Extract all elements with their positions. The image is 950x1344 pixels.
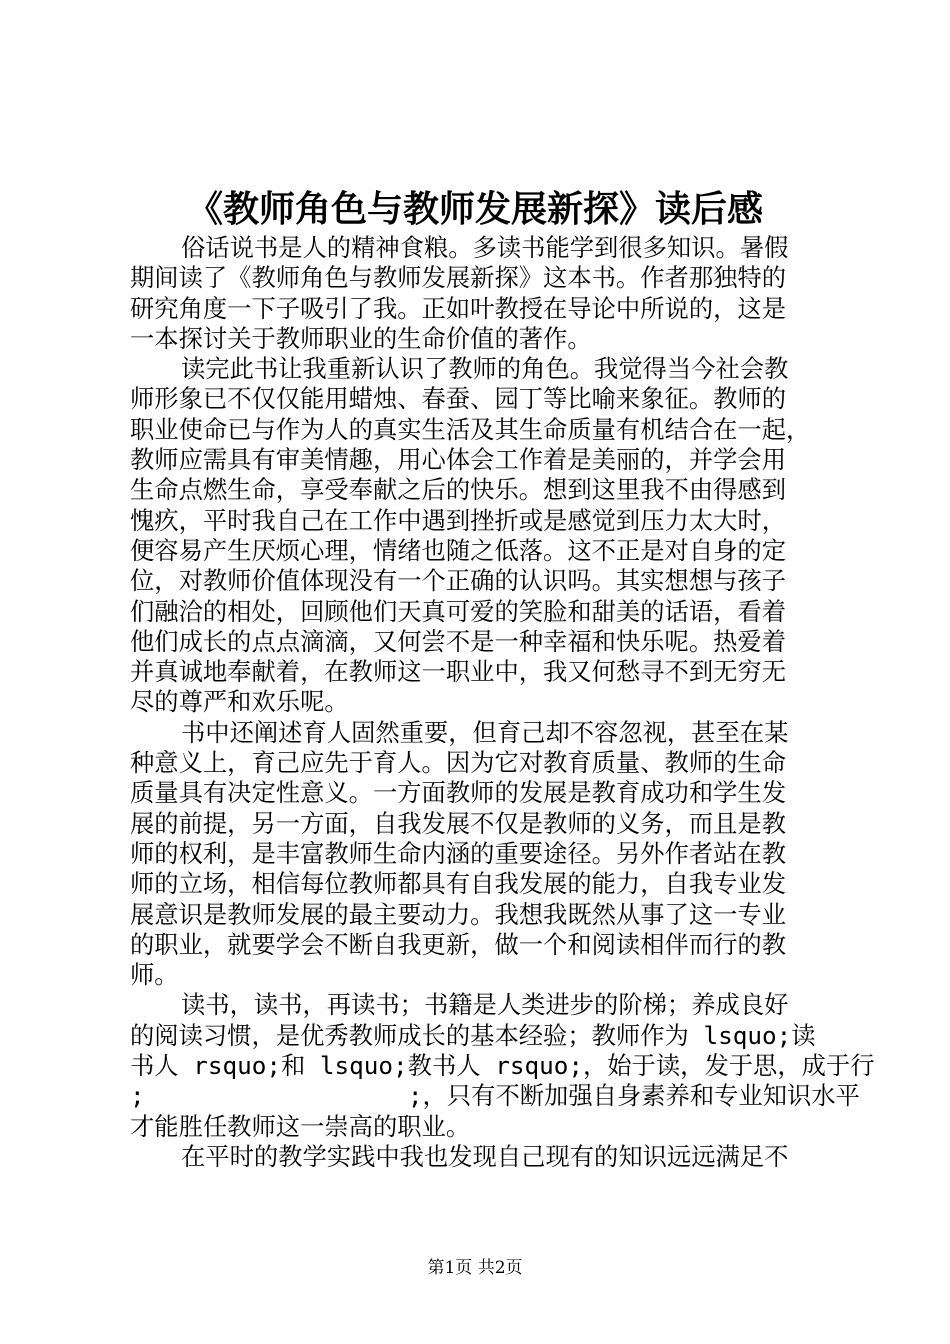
body-line: 质量具有决定性意义。一方面教师的发展是教育成功和学生发 <box>130 778 787 808</box>
body-line: 师形象已不仅仅能用蜡烛、春蚕、园丁等比喻来象征。教师的 <box>130 384 787 414</box>
body-line: 在平时的教学实践中我也发现自己现有的知识远远满足不 <box>181 1141 789 1171</box>
body-line: 便容易产生厌烦心理，情绪也随之低落。这不正是对自身的定 <box>130 535 787 565</box>
body-line: 愧疚，平时我自己在工作中遇到挫折或是感觉到压力太大时， <box>130 505 787 535</box>
body-line: 俗话说书是人的精神食粮。多读书能学到很多知识。暑假 <box>181 233 789 262</box>
body-line: 师的立场，相信每位教师都具有自我发展的能力，自我专业发 <box>130 869 787 899</box>
document-title: 《教师角色与教师发展新探》读后感 <box>186 188 763 230</box>
body-line: 位，对教师价值体现没有一个正确的认识吗。其实想想与孩子 <box>130 566 787 596</box>
body-line: 才能胜任教师这一崇高的职业。 <box>130 1111 471 1141</box>
body-line: 师。 <box>130 960 179 990</box>
body-line: 读书，读书，再读书；书籍是人类进步的阶梯；养成良好 <box>181 990 789 1020</box>
body-line: 他们成长的点点滴滴，又何尝不是一种幸福和快乐呢。热爱着 <box>130 626 787 656</box>
body-line: 研究角度一下子吸引了我。正如叶教授在导论中所说的，这是 <box>130 293 787 323</box>
body-line: 期间读了《教师角色与教师发展新探》这本书。作者那独特的 <box>130 263 787 293</box>
body-line: 一本探讨关于教师职业的生命价值的著作。 <box>130 323 592 353</box>
body-line: 的职业，就要学会不断自我更新，做一个和阅读相伴而行的教 <box>130 929 787 959</box>
body-line: 展的前提，另一方面，自我发展不仅是教师的义务，而且是教 <box>130 808 787 838</box>
page-footer: 第1页 共2页 <box>427 1258 523 1278</box>
body-line: 读完此书让我重新认识了教师的角色。我觉得当今社会教 <box>181 354 789 384</box>
body-line: 们融洽的相处，回顾他们天真可爱的笑脸和甜美的话语，看着 <box>130 596 787 626</box>
body-line: 并真诚地奉献着，在教师这一职业中，我又何愁寻不到无穷无 <box>130 657 787 687</box>
body-line: 的阅读习惯，是优秀教师成长的基本经验；教师作为 lsquo;读 <box>130 1020 816 1050</box>
body-line: 生命点燃生命，享受奉献之后的快乐。想到这里我不由得感到 <box>130 475 787 505</box>
body-line: 师的权利，是丰富教师生命内涵的重要途径。另外作者站在教 <box>130 838 787 868</box>
body-line: 教师应需具有审美情趣，用心体会工作着是美丽的，并学会用 <box>130 445 787 475</box>
body-line: 职业使命已与作为人的真实生活及其生命质量有机结合在一起， <box>130 414 811 444</box>
body-line: 种意义上，育己应先于育人。因为它对教育质量、教师的生命 <box>130 748 787 778</box>
body-line: 尽的尊严和欢乐呢。 <box>130 687 349 717</box>
body-line: ; ;，只有不断加强自身素养和专业知识水平 <box>130 1081 860 1111</box>
body-line: 书中还阐述育人固然重要，但育己却不容忽视，甚至在某 <box>181 717 789 747</box>
body-line: 展意识是教师发展的最主要动力。我想我既然从事了这一专业 <box>130 899 787 929</box>
document-body <box>130 233 875 1172</box>
body-line: 书人 rsquo;和 lsquo;教书人 rsquo;，始于读，发于思，成于行 <box>130 1051 875 1081</box>
